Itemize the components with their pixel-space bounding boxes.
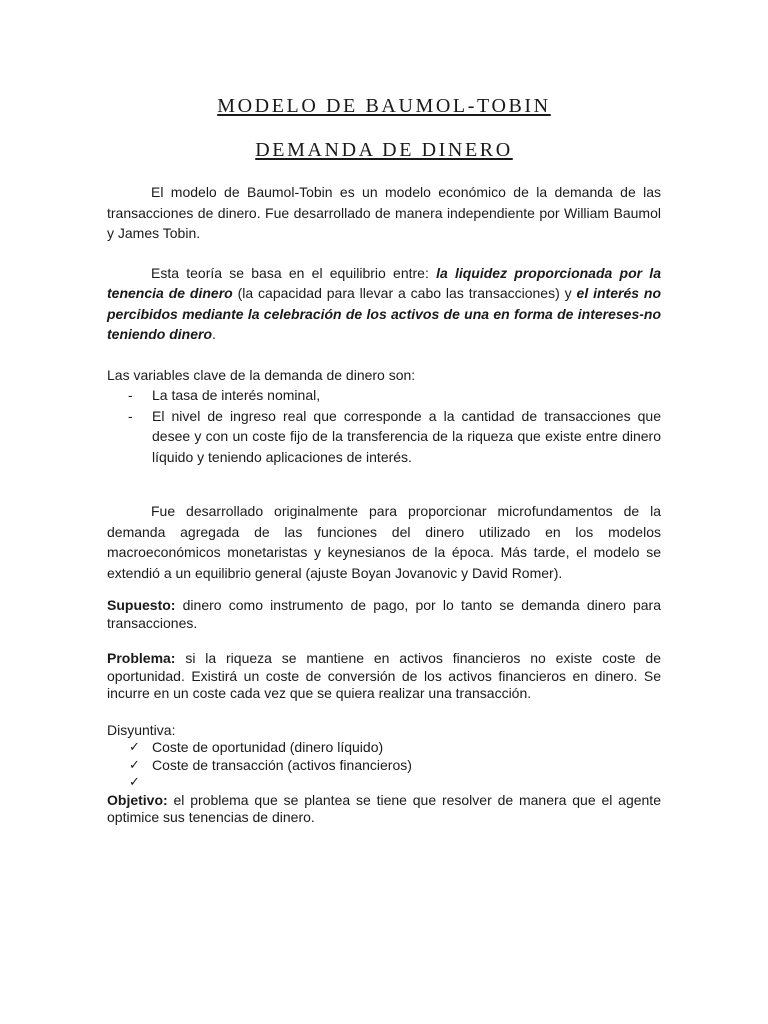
document-subtitle: DEMANDA DE DINERO <box>255 139 513 161</box>
disyuntiva-list <box>107 739 661 792</box>
disyuntiva-heading: Disyuntiva: <box>107 721 176 738</box>
list-item <box>107 774 661 792</box>
problema-label: Problema: <box>107 650 176 666</box>
objetivo-label: Objetivo: <box>107 791 168 808</box>
list-item-text: La tasa de interés nominal, <box>152 387 321 403</box>
list-item-text: Coste de transacción (activos financieros) <box>152 756 412 773</box>
problema-paragraph <box>107 650 661 703</box>
theory-paragraph <box>107 263 661 345</box>
theory-text-3: . <box>212 326 216 342</box>
objetivo-text: el problema que se plantea se tiene que resolver de manera que el agente optimice sus tenencias de dinero. <box>107 791 661 825</box>
document-title: MODELO DE BAUMOL-TOBIN <box>217 95 551 117</box>
check-icon: ✓ <box>129 775 140 790</box>
list-item <box>107 757 661 775</box>
dash-marker: - <box>128 407 133 424</box>
intro-paragraph: El modelo de Baumol-Tobin es un modelo económico de la demanda de las transacciones de dinero. Fue desarrollado de manera independiente por William Baumol y James Tobin. <box>107 184 661 241</box>
theory-text-2: (la capacidad para llevar a cabo las transacciones) y <box>232 285 577 301</box>
problema-text: si la riqueza se mantiene en activos financieros no existe coste de oportunidad. Existirá un coste de conversión de los activos financieros en dinero. Se incurre en un coste cada vez que se quiera realizar una transacción. <box>107 650 661 701</box>
theory-emphasis-1: la liquidez proporcionada por la tenencia de dinero <box>107 264 661 301</box>
supuesto-label: Supuesto: <box>107 597 176 613</box>
supuesto-text: dinero como instrumento de pago, por lo tanto se demanda dinero para transacciones. <box>107 597 661 631</box>
check-icon: ✓ <box>129 757 140 773</box>
check-icon: ✓ <box>129 740 140 755</box>
list-item-text: Coste de oportunidad (dinero líquido) <box>152 739 384 755</box>
supuesto-paragraph <box>107 597 661 632</box>
objetivo-paragraph <box>107 792 661 827</box>
list-item <box>107 406 661 468</box>
document-page <box>107 92 661 827</box>
dash-marker: - <box>128 387 133 403</box>
variables-list <box>107 385 661 467</box>
theory-emphasis-2: el interés no percibidos mediante la celebración de los activos de una en forma de intereses-no teniendo dinero <box>107 285 662 342</box>
list-item-text: El nivel de ingreso real que corresponde a la cantidad de transacciones que desee y con un coste fijo de la transferencia de la riqueza que existe entre dinero líquido y teniendo aplicaciones de interés. <box>152 407 661 465</box>
variables-heading: Las variables clave de la demanda de dinero son: <box>107 366 416 383</box>
theory-text-1: Esta teoría se basa en el equilibrio entre: <box>151 264 437 281</box>
list-item <box>107 739 661 757</box>
history-paragraph: Fue desarrollado originalmente para proporcionar microfundamentos de la demanda agregada de las funciones del dinero utilizado en los modelos macroeconómicos monetaristas y keynesianos de la época. Más tarde, el modelo se extendió a un equilibrio general (ajuste Boyan Jovanovic y David Romer). <box>107 503 661 581</box>
list-item <box>107 385 661 406</box>
